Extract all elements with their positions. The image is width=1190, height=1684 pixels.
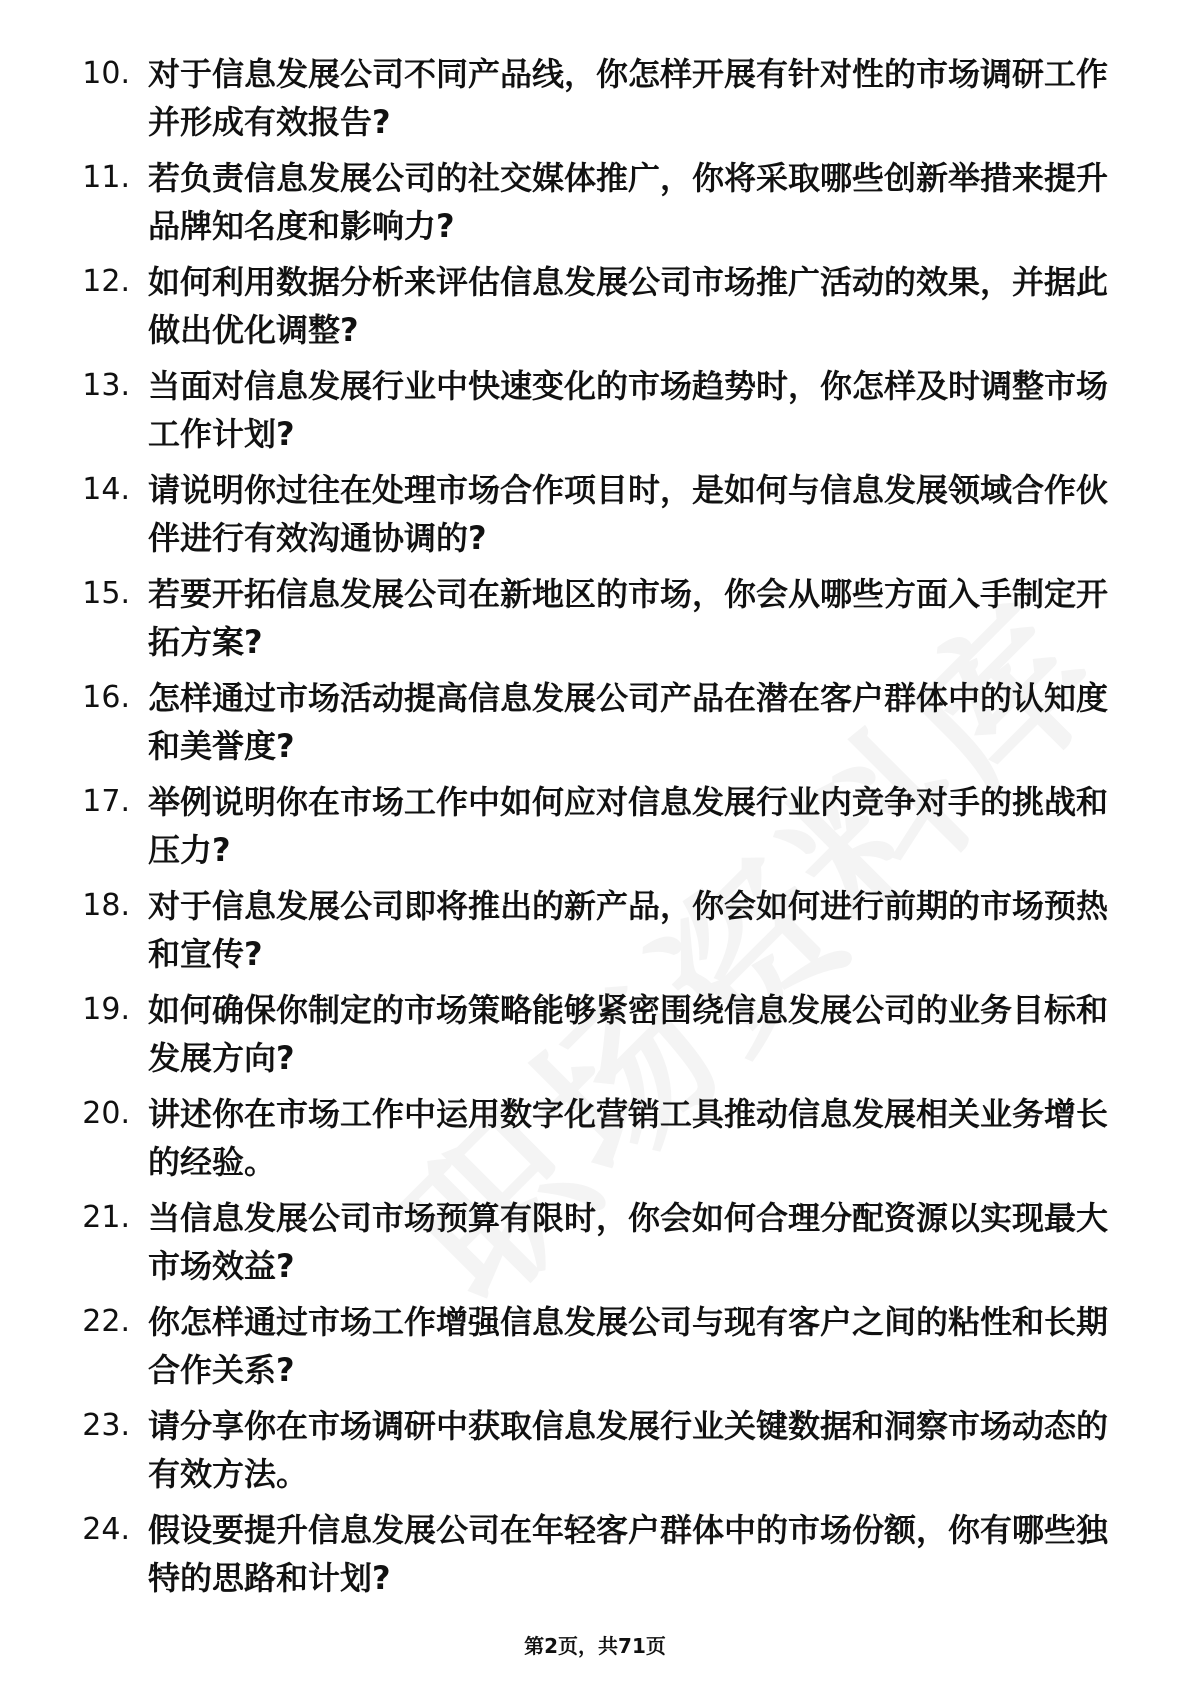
question-text: 当信息发展公司市场预算有限时，你会如何合理分配资源以实现最大市场效益? xyxy=(148,1199,1109,1285)
question-number: 23. xyxy=(82,1408,130,1443)
question-item xyxy=(60,1506,1120,1602)
question-item xyxy=(60,1194,1120,1290)
question-text: 你怎样通过市场工作增强信息发展公司与现有客户之间的粘性和长期合作关系? xyxy=(148,1303,1109,1389)
question-text: 如何确保你制定的市场策略能够紧密围绕信息发展公司的业务目标和发展方向? xyxy=(148,991,1109,1077)
question-number: 15. xyxy=(82,576,130,611)
question-number: 18. xyxy=(82,888,130,923)
question-number: 22. xyxy=(82,1304,130,1339)
question-item xyxy=(60,154,1120,250)
question-text: 当面对信息发展行业中快速变化的市场趋势时，你怎样及时调整市场工作计划? xyxy=(148,367,1109,453)
question-item xyxy=(60,362,1120,458)
question-item xyxy=(60,986,1120,1082)
question-text: 若负责信息发展公司的社交媒体推广，你将采取哪些创新举措来提升品牌知名度和影响力? xyxy=(148,159,1109,245)
question-item xyxy=(60,1298,1120,1394)
question-text: 举例说明你在市场工作中如何应对信息发展行业内竞争对手的挑战和压力? xyxy=(148,783,1109,869)
question-number: 12. xyxy=(82,264,130,299)
question-item xyxy=(60,466,1120,562)
question-number: 14. xyxy=(82,472,130,507)
question-text: 若要开拓信息发展公司在新地区的市场，你会从哪些方面入手制定开拓方案? xyxy=(148,575,1109,661)
question-text: 请说明你过往在处理市场合作项目时，是如何与信息发展领域合作伙伴进行有效沟通协调的? xyxy=(148,471,1109,557)
question-item xyxy=(60,258,1120,354)
question-number: 16. xyxy=(82,680,130,715)
question-item xyxy=(60,882,1120,978)
question-item xyxy=(60,778,1120,874)
question-item xyxy=(60,50,1120,146)
question-text: 如何利用数据分析来评估信息发展公司市场推广活动的效果，并据此做出优化调整? xyxy=(148,263,1109,349)
question-text: 怎样通过市场活动提高信息发展公司产品在潜在客户群体中的认知度和美誉度? xyxy=(148,679,1109,765)
question-text: 讲述你在市场工作中运用数字化营销工具推动信息发展相关业务增长的经验。 xyxy=(148,1095,1109,1181)
page-footer: 第2页，共71页 xyxy=(524,1634,666,1658)
question-number: 11. xyxy=(82,160,130,195)
question-number: 20. xyxy=(82,1096,130,1131)
question-number: 24. xyxy=(82,1512,130,1547)
question-number: 19. xyxy=(82,992,130,1027)
question-text: 假设要提升信息发展公司在年轻客户群体中的市场份额，你有哪些独特的思路和计划? xyxy=(148,1511,1109,1597)
question-number: 10. xyxy=(82,56,130,91)
question-number: 21. xyxy=(82,1200,130,1235)
question-number: 13. xyxy=(82,368,130,403)
question-text: 对于信息发展公司即将推出的新产品，你会如何进行前期的市场预热和宣传? xyxy=(148,887,1109,973)
question-item xyxy=(60,1402,1120,1498)
question-text: 对于信息发展公司不同产品线，你怎样开展有针对性的市场调研工作并形成有效报告? xyxy=(148,55,1109,141)
question-item xyxy=(60,1090,1120,1186)
question-item xyxy=(60,674,1120,770)
question-text: 请分享你在市场调研中获取信息发展行业关键数据和洞察市场动态的有效方法。 xyxy=(148,1407,1109,1493)
question-item xyxy=(60,570,1120,666)
question-number: 17. xyxy=(82,784,130,819)
